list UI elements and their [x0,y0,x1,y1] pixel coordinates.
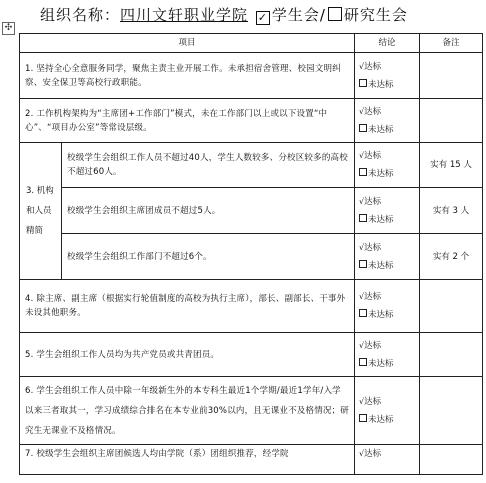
row-7-text: 7. 校级学生会组织主席团候选人均由学院（系）团组织推荐，经学院 [20,445,355,475]
row-4-text: 4. 除主席、副主席（根据实行轮值制度的高校为执行主席），部长、副部长、干事外未设其他职务。 [20,280,355,333]
row-4-result [355,280,420,333]
student-union-option-label: 学生会/ [271,6,326,24]
organization-label: 组织名称： [40,6,121,24]
row-4-note [420,280,483,333]
check-mark-icon: √ [359,196,365,206]
row-3b-result [355,188,420,234]
row-3-category: 3. 机构和人员精简 [20,143,62,280]
header-item: 项目 [20,34,355,53]
pass-label: 达标 [364,196,382,207]
row-2-result [355,99,420,143]
student-union-checkbox-checked-icon[interactable]: ✓ [257,11,268,24]
graduate-union-option-label: 研究生会 [343,6,408,24]
pass-label: 达标 [364,396,382,407]
checkbox-icon[interactable] [359,260,367,268]
table-row [20,188,483,234]
check-mark-icon: √ [359,449,365,458]
checkbox-icon[interactable] [359,214,367,222]
row-7-result [355,445,420,475]
checkbox-icon[interactable] [359,79,367,87]
table-row [20,99,483,143]
check-mark-icon: √ [359,292,365,301]
fail-label: 未达标 [368,310,394,320]
compliance-table [19,33,483,475]
fail-label: 未达标 [368,79,394,90]
row-2-text: 2. 工作机构架构为“主席团+工作部门”模式，未在工作部门以上或以下设置“中心”、“项目办公室”等常设层级。 [20,99,355,143]
checkbox-icon[interactable] [359,124,367,132]
organization-name-line [40,4,408,26]
check-mark-icon: √ [359,242,365,252]
checkbox-icon[interactable] [359,168,367,176]
row-3c-result [355,234,420,280]
row-6-result [355,377,420,445]
checkbox-icon[interactable] [359,358,367,366]
pass-label: 达标 [364,106,382,117]
row-3a-text: 校级学生会组织工作人员不超过40人，学生人数较多、分校区较多的高校不超过60人。 [62,143,355,188]
pass-label: 达标 [364,61,382,72]
fail-label: 未达标 [368,169,394,179]
header-result: 结论 [355,34,420,53]
row-6-note [420,377,483,445]
table-row [20,377,483,445]
fail-label: 未达标 [368,124,394,135]
row-2-note [420,99,483,143]
fail-label: 未达标 [368,358,394,369]
table-row [20,234,483,280]
table-row [20,333,483,377]
row-3c-text: 校级学生会组织工作部门不超过6个。 [62,234,355,280]
row-6-text: 6. 学生会组织工作人员中除一年级新生外的本专科生最近1个学期/最近1学年/入学以来三者取其一，学习成绩综合排名在本专业前30%以内，且无课业不及格情况；研究生无课业不及格情况。 [20,377,355,445]
check-mark-icon: √ [359,151,365,160]
check-mark-icon: √ [359,396,365,406]
row-7-note [420,445,483,475]
row-1-text: 1. 坚持全心全意服务同学，聚焦主责主业开展工作。未承担宿舍管理、校园文明纠察、安全保卫等高校行政职能。 [20,53,355,99]
row-3a-note: 实有 15 人 [420,143,483,188]
table-row [20,143,483,188]
fail-label: 未达标 [368,260,394,271]
row-1-note [420,53,483,99]
table-row [20,53,483,99]
row-5-result [355,333,420,377]
row-3b-text: 校级学生会组织主席团成员不超过5人。 [62,188,355,234]
fail-label: 未达标 [368,214,394,225]
check-mark-icon: √ [359,106,365,116]
pass-label: 达标 [364,292,382,302]
pass-label: 达标 [364,449,382,459]
organization-name: 四川文轩职业学院 [120,6,249,24]
table-move-handle-icon[interactable]: ✣ [2,22,15,35]
row-3b-note: 实有 3 人 [420,188,483,234]
table-row [20,445,483,475]
table-row [20,280,483,333]
row-3c-note: 实有 2 个 [420,234,483,280]
fail-label: 未达标 [368,414,394,425]
pass-label: 达标 [364,340,382,351]
checkbox-icon[interactable] [359,309,367,317]
table-header-row [20,34,483,53]
pass-label: 达标 [364,151,382,161]
row-5-text: 5. 学生会组织工作人员均为共产党员或共青团员。 [20,333,355,377]
row-3a-result [355,143,420,188]
check-mark-icon: √ [359,340,365,350]
check-mark-icon: √ [359,61,365,71]
row-1-result [355,53,420,99]
header-note: 备注 [420,34,483,53]
checkbox-icon[interactable] [359,414,367,422]
pass-label: 达标 [364,242,382,253]
row-5-note [420,333,483,377]
graduate-union-checkbox-icon[interactable] [328,7,342,21]
